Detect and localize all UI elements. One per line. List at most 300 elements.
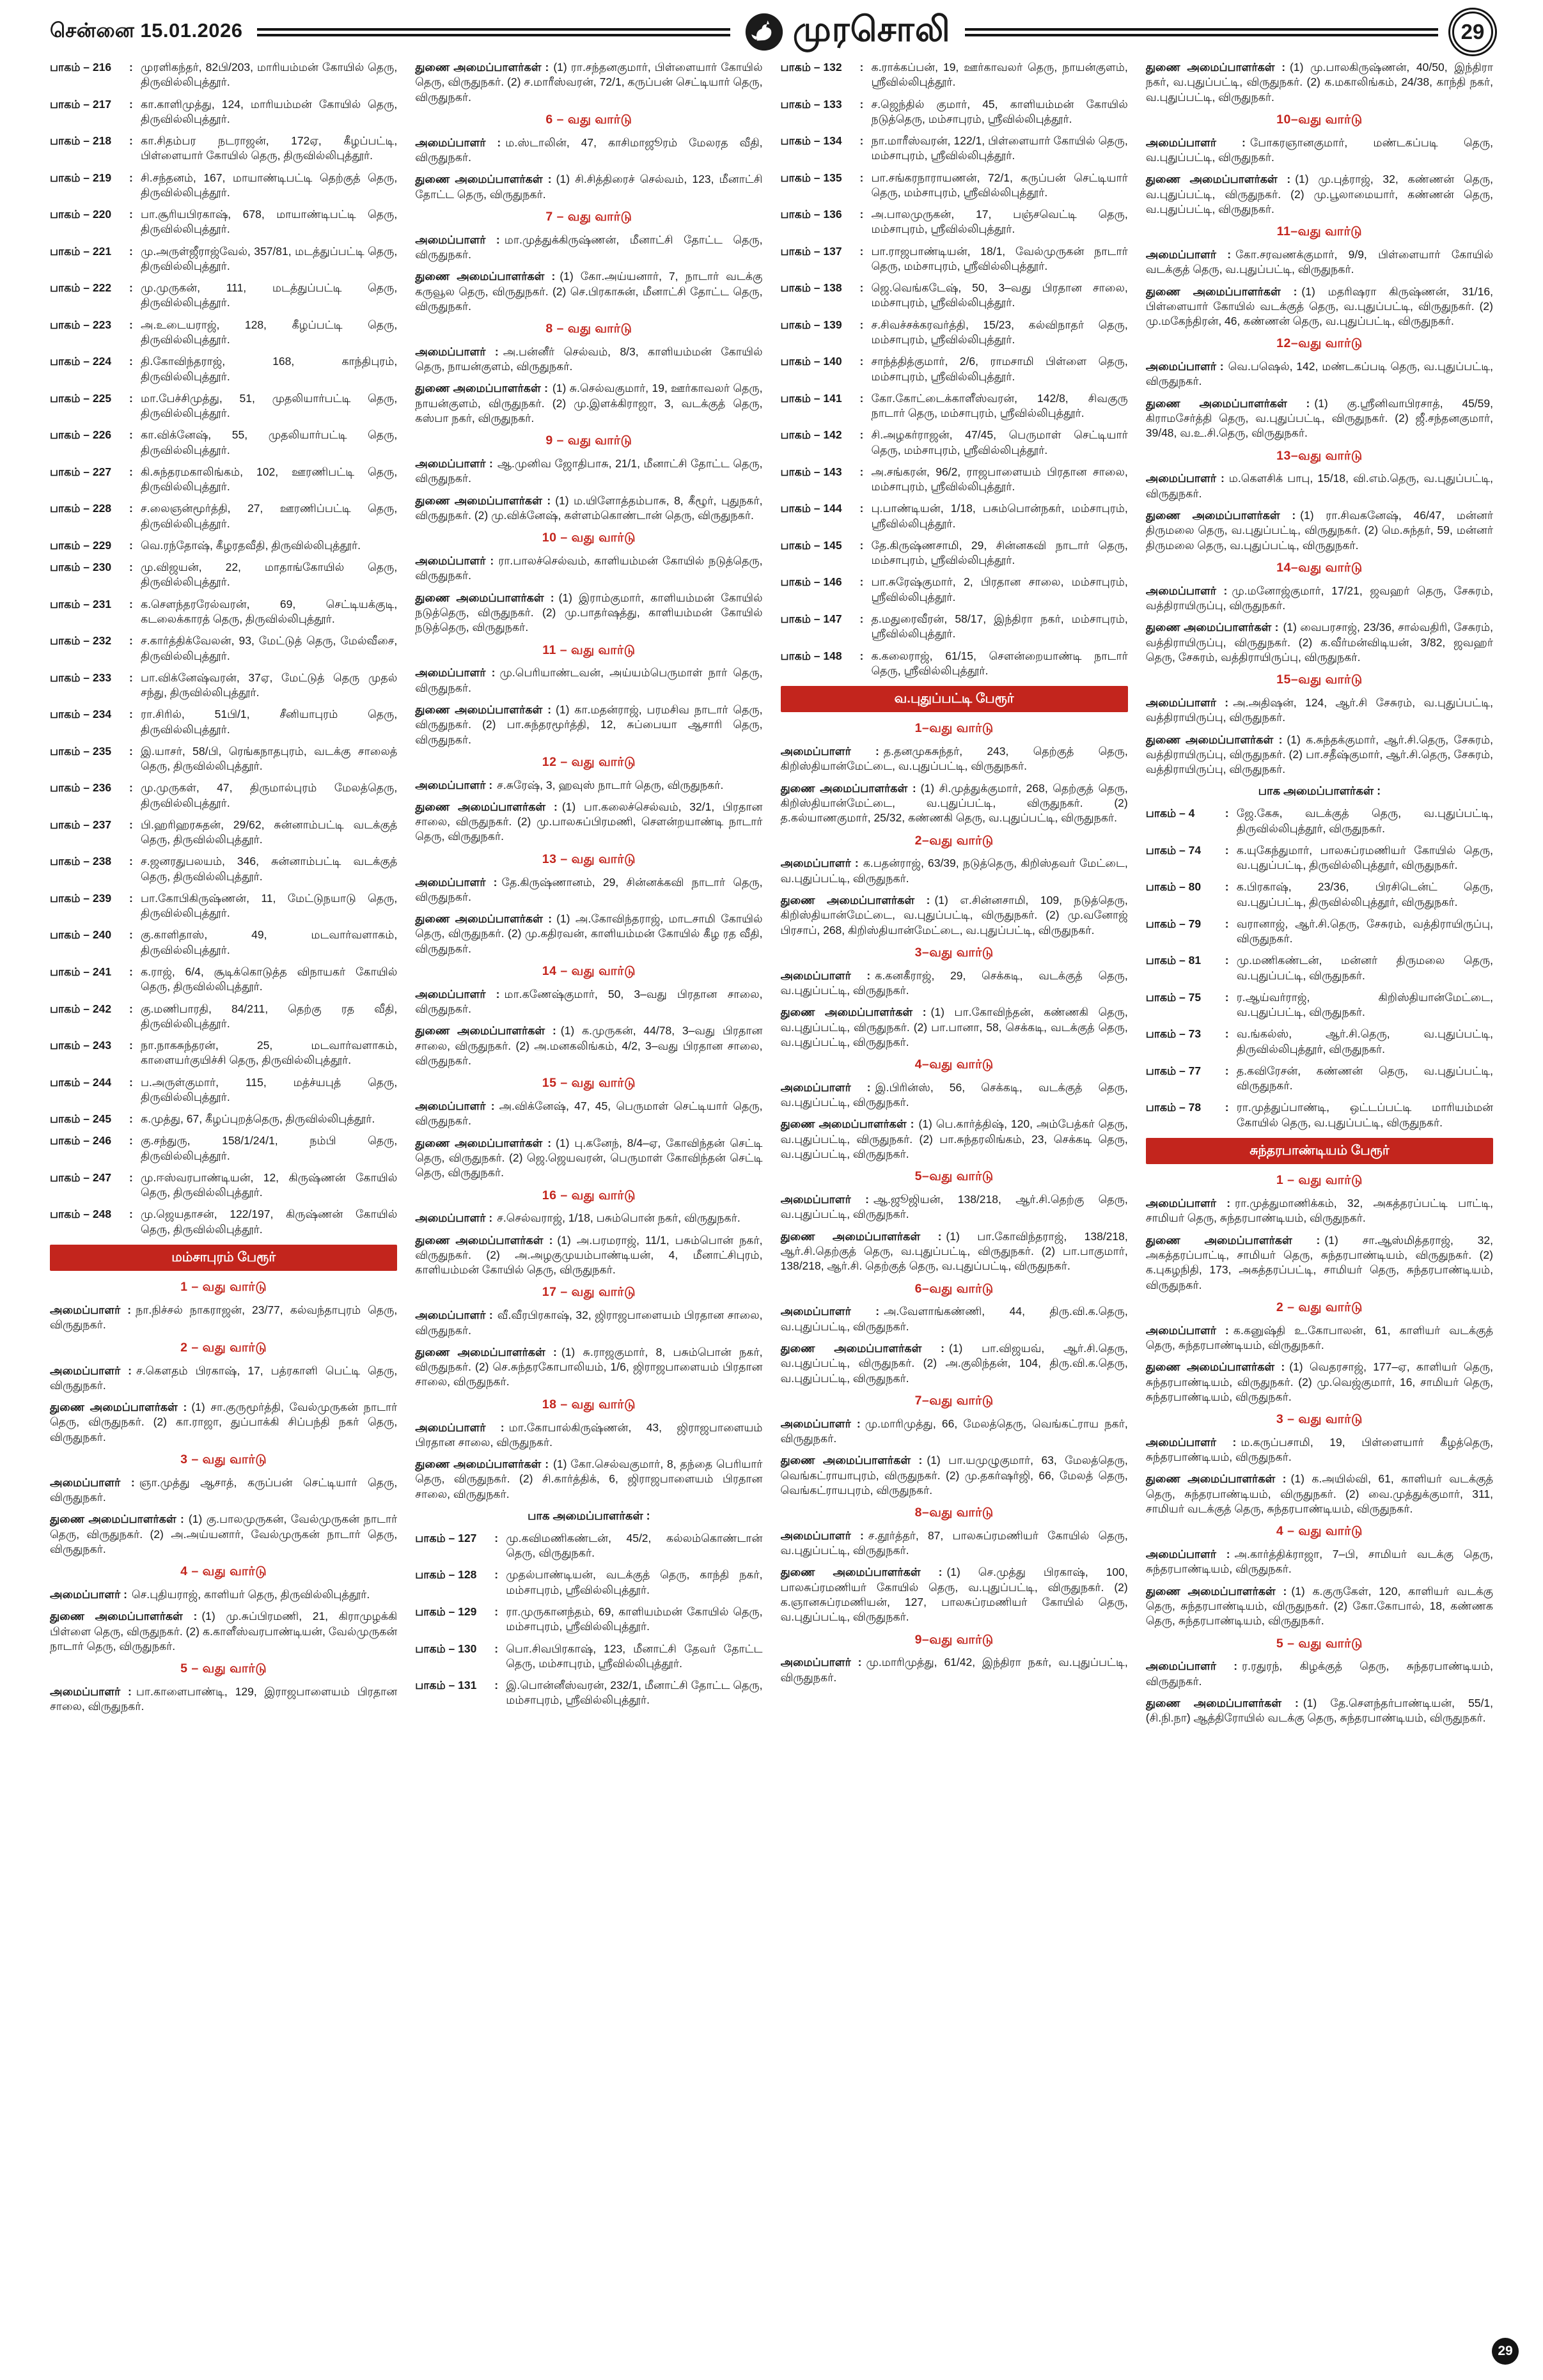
part-number: பாகம் – 129 (415, 1605, 477, 1618)
role-detail: (1) தே.சௌந்தர்பாண்டியன், 55/1, (சி.நி.நா) ஆத்திரோயில் வடக்கு தெரு, சுந்தரபாண்டியம், விருதுநகர். (1145, 1696, 1493, 1725)
part-entry (50, 744, 397, 774)
part-entry (50, 891, 397, 921)
role-detail: நா.நிச்சல் நாகராஜன், 23/77, கல்வந்தாபுரம் தெரு, விருதுநகர். (50, 1303, 398, 1332)
role-detail: (1) அ.பரமராஜ், 11/1, பசும்பொன் நகர், விருதுநகர். (2) அ.அழகுமுயம்பாண்டியன், 4, மீனாட்சிபுரம், காளியம்மன் கோயில் தெரு, விருதுநகர். (415, 1233, 763, 1277)
part-number: பாகம் – 243 (50, 1039, 112, 1052)
role-detail: (1) பா.கலைச்செல்வம், 32/1, பிரதான சாலை, விருதுநகர். (2) மு.பாலசுப்பிரமணி, சௌன்றயாண்டி நாடார் தெரு, விருதுநகர். (415, 800, 763, 843)
part-entry (781, 134, 1128, 164)
role-detail: (1) பெ.கார்த்திஷ், 120, அம்பேத்கர் தெரு, வ.புதுப்பட்டி, விருதுநகர். (2) பா.சுந்தரலிங்கம், 23, செக்கடி தெரு, வ.புதுப்பட்டி, விருதுநகர். (780, 1117, 1128, 1161)
part-address: கா.விக்னேஷ், 55, முதலியார்பட்டி தெரு, திருவில்லிபுத்தூர். (141, 428, 398, 456)
office-bearer-entry (1146, 1472, 1493, 1516)
part-entry (50, 1002, 397, 1032)
part-number: பாகம் – 80 (1145, 880, 1202, 894)
role-detail: (1) க.முருகன், 44/78, 3–வது பிரதான சாலை, விருதுநகர். (2) அ.மனகலிங்கம், 4/2, 3–வது பிரதான சாலை, விருதுநகர். (415, 1024, 763, 1067)
colon-separator: : (129, 1075, 133, 1089)
role-detail: மு.பெரியாண்டவன், அய்யம்பெருமாள் நார் தெரு, விருதுநகர். (415, 666, 763, 694)
colon-separator: : (859, 428, 864, 442)
part-address: பா.ராஜபாண்டியன், 18/1, வேல்முருகன் நாடார் தெரு, மம்சாபுரம், ஸ்ரீவில்லிபுத்தூர். (871, 244, 1128, 272)
part-number: பாகம் – 242 (50, 1002, 112, 1015)
part-address: மு.ஈஸ்வரபாண்டியன், 12, கிருஷ்ணன் கோயில் தெரு, திருவில்லிபுத்தூர். (141, 1171, 398, 1199)
office-bearer-entry (1146, 1435, 1493, 1465)
role-label: அமைப்பாளர் : (50, 1685, 132, 1699)
colon-separator: : (494, 1568, 499, 1582)
role-label: துணை அமைப்பாளர்கள் : (1145, 1696, 1299, 1709)
role-label: அமைப்பாளர் : (1145, 136, 1246, 149)
part-address: மு.அருள்ஜீராஜ்வேல், 357/81, மடத்துப்பட்டி தெரு, திருவில்லிபுத்தூர். (141, 244, 398, 272)
office-bearer-entry (415, 1136, 762, 1181)
ward-header: 9–வது வார்டு (914, 1632, 994, 1647)
office-bearer-entry (1146, 584, 1493, 614)
office-bearer-entry (781, 856, 1128, 886)
part-entry (50, 281, 397, 311)
part-number: பாகம் – 128 (415, 1568, 477, 1582)
part-entry (50, 60, 397, 90)
colon-separator: : (129, 465, 133, 478)
part-number: பாகம் – 133 (780, 97, 842, 111)
part-number: பாகம் – 222 (50, 281, 112, 295)
role-detail: (1) கோ.அய்யனார், 7, நாடார் வடக்கு கருவூல தெரு, விருதுநகர். (2) செ.பிரகாசுன், மீனாட்சி தோட்ட தெரு, விருதுநகர். (415, 270, 763, 313)
role-label: துணை அமைப்பாளர்கள் : (415, 173, 552, 186)
part-entry (1146, 1100, 1493, 1130)
colon-separator: : (1225, 990, 1229, 1004)
role-label: துணை அமைப்பாளர்கள் : (1145, 1360, 1285, 1374)
part-address: கா.காளிமுத்து, 124, மாரியம்மன் கோயில் தெரு, திருவில்லிபுத்தூர். (141, 97, 398, 125)
part-number: பாகம் – 131 (415, 1679, 477, 1692)
office-bearer-entry (50, 1684, 397, 1715)
part-address: ஜெ.வெங்கடேஷ், 50, 3–வது பிரதான சாலை, மம்சாபுரம், ஸ்ரீவில்லிபுத்தூர். (871, 281, 1128, 309)
ward-header: 5 – வது வார்டு (180, 1661, 267, 1676)
part-entry (781, 244, 1128, 274)
role-detail: (1) சு.ராஜகுமார், 8, பசும்பொன் நகர், விருதுநகர். (2) செ.சுந்தரகோபாலியம், 1/6, ஜிராஜபாளையம் பிரதான சாலை, விருதுநகர். (415, 1345, 763, 1388)
part-number: பாகம் – 235 (50, 744, 112, 758)
part-address: பா.சுரேஷ்குமார், 2, பிரதான சாலை, மம்சாபுரம், ஸ்ரீவில்லிபுத்தூர். (871, 575, 1128, 603)
colon-separator: : (129, 1171, 133, 1184)
colon-separator: : (129, 1002, 133, 1015)
part-address: மு.விஜயன், 22, மாதாங்கோயில் தெரு, திருவில்லிபுத்தூர். (141, 561, 398, 589)
role-detail: (1) எ.சின்னசாமி, 109, நடுத்தெரு, கிறிஸ்தியான்மேட்டை, வ.புதுப்பட்டி, விருதுநகர். (2) மு.வனோஜ் பிரசாப், 268, கிறிஸ்தியான்மேட்டை, வ.புதுப்பட்டி, விருதுநகர். (780, 893, 1128, 937)
part-entry (781, 171, 1128, 201)
part-entry (1146, 880, 1493, 910)
colon-separator: : (129, 355, 133, 368)
part-number: பாகம் – 234 (50, 708, 112, 721)
column-2 (415, 60, 762, 1715)
colon-separator: : (494, 1605, 499, 1618)
role-label: அமைப்பாளர் : (415, 345, 499, 358)
part-address: தி.கோவிந்தராஜ், 168, காந்திபுரம், திருவில்லிபுத்தூர். (141, 355, 398, 383)
office-bearer-entry (781, 1417, 1128, 1447)
part-entry (50, 501, 397, 531)
office-bearer-entry (1146, 284, 1493, 329)
role-label: அமைப்பாளர் : (1145, 360, 1224, 373)
office-bearer-entry (415, 1420, 762, 1451)
role-detail: அ.அதிஷன், 124, ஆர்.சி சேசுரம், வ.புதுப்பட்டி, வத்திராயிருப்பு, விருதுநகர். (1145, 696, 1493, 724)
role-label: அமைப்பாளர் : (415, 457, 493, 471)
role-label: அமைப்பாளர் : (415, 136, 501, 149)
part-entry (781, 354, 1128, 384)
part-address: கு.சந்துரு, 158/1/24/1, நம்பி தெரு, திருவில்லிபுத்தூர். (141, 1134, 398, 1162)
part-address: ரா.முத்துப்பாண்டி, ஒட்டப்பட்டி மாரியம்மன் கோயில் தெரு, வ.புதுப்பட்டி, விருதுநகர். (1236, 1101, 1493, 1129)
role-detail: க.கனுஷ்தி உ.கோபாலன், 61, காளியர் வடக்குத் தெரு, சுந்தரபாண்டியம், விருதுநகர். (1145, 1323, 1493, 1351)
role-detail: மா.கோபால்கிருஷ்ணன், 43, ஜிராஜபாளையம் பிரதான சாலை, விருதுநகர். (415, 1420, 763, 1449)
role-detail: (1) பா.யமுழுகுமார், 63, மேலத்தெரு, வெங்கட்ராயாபுரம், விருதுநகர். (2) மு.தகர்ஷர்ஜி, 66, மேலத் தெரு, வெங்கட்ராயபுரம், விருதுநகர். (780, 1454, 1128, 1497)
role-label: துணை அமைப்பாளர்கள் : (1145, 509, 1296, 522)
part-address: மு.மணிகண்டன், மன்னர் திருமலை தெரு, வ.புதுப்பட்டி, விருதுநகர். (1236, 954, 1493, 982)
part-entry (781, 575, 1128, 605)
part-number: பாகம் – 73 (1145, 1027, 1202, 1041)
ward-header: 18 – வது வார்டு (542, 1397, 636, 1412)
office-bearer-entry (1146, 1584, 1493, 1629)
role-detail: அ.பன்னீர் செல்வம், 8/3, காளியம்மன் கோயில் தெரு, நாயன்குளம், விருதுநகர். (415, 345, 763, 373)
role-detail: (1) பு.கனேந், 8/4–ஏ, கோவிந்தன் செட்டி தெரு, விருதுநகர். (2) ஜெ.ஜெயவரன், பெருமாள் கோவிந்தன் செட்டி தெரு, விருதுநகர். (415, 1136, 763, 1179)
colon-separator: : (1225, 843, 1229, 857)
ward-header: 3 – வது வார்டு (180, 1452, 267, 1466)
office-bearer-entry (781, 781, 1128, 826)
part-address: க.முத்து, 67, கீழப்புறத்தெரு, திருவில்லிபுத்தூர். (141, 1112, 375, 1126)
colon-separator: : (129, 891, 133, 905)
role-label: துணை அமைப்பாளர்கள் : (415, 703, 552, 716)
role-detail: (1) செ.முத்து பிரகாஷ், 100, பாலசுப்ரமணியர் கோயில் தெரு, வ.புதுப்பட்டி, விருதுநகர். (2) க.ஞானசுப்ரமணியன், 127, பாலசுப்ரமணியர் கோயில் தெரு, வ.புதுப்பட்டி, விருதுநகர். (780, 1566, 1128, 1624)
role-detail: (1) ரா.சந்தனகுமார், பிள்ளையார் கோயில் தெரு, விருதுநகர். (2) ச.மாரீஸ்வரன், 72/1, கருப்பன் செட்டியார் தெரு, விருதுநகர். (415, 61, 763, 104)
role-detail: ம.ஸ்டாலின், 47, காசிமாஜூரம் மேலரத வீதி, விருதுநகர். (415, 136, 763, 164)
part-entry (781, 649, 1128, 679)
colon-separator: : (859, 575, 864, 589)
colon-separator: : (859, 612, 864, 625)
part-number: பாகம் – 244 (50, 1075, 112, 1089)
role-label: துணை அமைப்பாளர்கள் : (415, 494, 551, 507)
part-entry (781, 318, 1128, 348)
role-label: துணை அமைப்பாளர்கள் : (780, 781, 916, 795)
role-label: அமைப்பாளர் : (50, 1475, 135, 1489)
colon-separator: : (859, 244, 864, 258)
subsection-heading: பாக அமைப்பாளர்கள் : (528, 1509, 650, 1522)
part-number: பாகம் – 79 (1145, 917, 1202, 930)
part-entry (50, 318, 397, 348)
colon-separator: : (129, 928, 133, 942)
part-entry (50, 560, 397, 590)
office-bearer-entry (781, 893, 1128, 938)
role-label: அமைப்பாளர் : (415, 1211, 493, 1225)
part-address: ச.கார்த்திக்வேலன், 93, மேட்டுத் தெரு, மேல்வீசை, திருவில்லிபுத்தூர். (141, 634, 398, 662)
role-label: துணை அமைப்பாளர்கள் : (1145, 1472, 1287, 1486)
colon-separator: : (129, 244, 133, 258)
role-label: அமைப்பாளர் : (50, 1303, 132, 1317)
role-detail: மா.கணேஷ்குமார், 50, 3–வது பிரதான சாலை, விருதுநகர். (415, 987, 763, 1016)
role-label: துணை அமைப்பாளர்கள் : (415, 270, 556, 283)
role-label: அமைப்பாளர் : (415, 233, 500, 246)
role-detail: (1) கு.ஸ்ரீனிவாபிரசாத், 45/59, கிராமசேர்த்தி தெரு, வ.புதுப்பட்டி, விருதுநகர். (2) ஜீ.சந்தனகுமார், 39/48, வ.உ.சி.தெரு, விருதுநகர். (1145, 396, 1493, 440)
office-bearer-entry (1146, 620, 1493, 665)
part-number: பாகம் – 221 (50, 244, 112, 258)
role-detail: வீ.வீரபிரகாஷ், 32, ஜிராஜபாளையம் பிரதான சாலை, விருதுநகர். (415, 1309, 763, 1337)
part-address: க.கலைராஜ், 61/15, சௌன்றையாண்டி நாடார் தெரு, ஸ்ரீவில்லிபுத்தூர். (871, 649, 1128, 677)
colon-separator: : (1225, 1064, 1229, 1077)
part-address: சாந்த்தித்குமார், 2/6, ராமசாமி பிள்ளை தெரு, மம்சாபுரம், ஸ்ரீவில்லிபுத்தூர். (871, 355, 1128, 383)
role-detail: (1) சா.ஆஸ்மித்தராஜ், 32, அகத்தரப்பாட்டி, சாமியர் தெரு, சுந்தரபாண்டியம், விருதுநகர். (2) க.புகழநிதி, 173, அகத்தரப்பட்டி, சாமியர் தெரு, சுந்தரபாண்டியம், விருதுநகர். (1145, 1233, 1493, 1291)
office-bearer-entry (50, 1609, 397, 1654)
role-label: துணை அமைப்பாளர்கள் : (1145, 1584, 1287, 1598)
part-entry (781, 97, 1128, 127)
part-address: பி.ஹரிஹரசுதன், 29/62, சுன்னாம்பட்டி வடக்குத் தெரு, திருவில்லிபுத்தூர். (141, 818, 398, 846)
part-address: நா.மாரீஸ்வரன், 122/1, பிள்ளையார் கோயில் தெரு, மம்சாபுரம், ஸ்ரீவில்லிபுத்தூர். (871, 134, 1128, 162)
role-detail: (1) சி.முத்துக்குமார், 268, தெற்குத் தெரு, கிறிஸ்தியான்மேட்டை, வ.புதுப்பட்டி, விருதுநகர். (2) த.கல்யாணகுமார், 25/32, கண்ணகி தெரு, வ.புதுப்பட்டி, விருதுநகர். (780, 781, 1128, 825)
part-number: பாகம் – 75 (1145, 990, 1202, 1004)
colon-separator: : (129, 708, 133, 721)
role-detail: போகரஞானகுமார், மண்டகப்படி தெரு, வ.புதுப்பட்டி, விருதுநகர். (1145, 136, 1493, 164)
part-address: வரானாஜ், ஆர்.சி.தெரு, சேசுரம், வத்திராயிருப்பு, விருதுநகர். (1236, 917, 1493, 945)
part-address: பா.சங்கரநாராயணன், 72/1, கருப்பன் செட்டியார் தெரு, மம்சாபுரம், ஸ்ரீவில்லிபுத்தூர். (871, 171, 1128, 199)
role-label: துணை அமைப்பாளர்கள் : (415, 800, 558, 813)
part-entry (1146, 843, 1493, 873)
office-bearer-entry (1146, 396, 1493, 441)
colon-separator: : (859, 281, 864, 295)
role-detail: ச.கௌதம் பிரகாஷ், 17, பத்ரகாளி பெட்டி தெரு, விருதுநகர். (50, 1364, 398, 1392)
part-address: இ.பொன்னீஸ்வரன், 232/1, மீனாட்சி தோட்ட தெரு, மம்சாபுரம், ஸ்ரீவில்லிபுத்தூர். (506, 1679, 763, 1707)
ward-header: 15 – வது வார்டு (542, 1076, 636, 1091)
role-detail: (1) க.சுந்தக்குமார், ஆர்.சி.தெரு, சேசுரம், வத்திராயிருப்பு, விருதுநகர். (2) பா.சதீஷ்குமார், ஆர்.சி.தெரு, சேசுரம், வத்திராயிருப்பு, விருதுநகர். (1145, 733, 1493, 776)
colon-separator: : (129, 634, 133, 648)
office-bearer-entry (781, 744, 1128, 774)
masthead-rule-left (257, 28, 730, 36)
colon-separator: : (129, 597, 133, 611)
role-label: துணை அமைப்பாளர்கள் : (780, 1229, 942, 1243)
role-detail: ரா.பாலச்செல்வம், காளியம்மன் கோயில் நடுத்தெரு, விருதுநகர். (415, 554, 763, 582)
colon-separator: : (859, 208, 864, 221)
ward-header: 14 – வது வார்டு (542, 964, 636, 978)
part-number: பாகம் – 146 (780, 575, 842, 589)
part-entry (781, 428, 1128, 458)
role-detail: ச.தூர்த்தர், 87, பாலசுப்ரமணியர் கோயில் தெரு, வ.புதுப்பட்டி, விருதுநகர். (780, 1528, 1128, 1557)
part-address: பா.சூரியபிரகாஷ், 678, மாயாண்டிபட்டி தெரு, திருவில்லிபுத்தூர். (141, 208, 398, 236)
part-number: பாகம் – 236 (50, 781, 112, 795)
role-detail: (1) க.அயில்வி, 61, காளியர் வடக்குத் தெரு, சுந்தரபாண்டியம், விருதுநகர். (2) வை.முத்துக்குமார், 311, சாமியர் வடக்குத் தெரு, சுந்தரபாண்டியம், விருதுநகர். (1145, 1472, 1493, 1516)
ward-header: 6 – வது வார்டு (545, 112, 632, 127)
ward-header: 1–வது வார்டு (914, 721, 994, 736)
part-number: பாகம் – 81 (1145, 954, 1202, 967)
role-label: துணை அமைப்பாளர்கள் : (780, 1117, 914, 1131)
office-bearer-entry (50, 1475, 397, 1505)
role-detail: பா.காளைபாண்டி, 129, இராஜபாளையம் பிரதான சாலை, விருதுநகர். (50, 1685, 398, 1713)
role-label: அமைப்பாளர் : (1145, 1660, 1238, 1673)
role-detail: அ.கார்த்திக்ராஜா, 7–பி, சாமியர் வடக்கு தெரு, சுந்தரபாண்டியம், விருதுநகர். (1145, 1548, 1493, 1576)
office-bearer-entry (50, 1512, 397, 1557)
part-entry (415, 1678, 762, 1708)
ward-header: 5–வது வார்டு (914, 1169, 994, 1184)
part-entry (415, 1531, 762, 1561)
colon-separator: : (129, 1134, 133, 1147)
colon-separator: : (1225, 1101, 1229, 1114)
role-label: துணை அமைப்பாளர்கள் : (1145, 1233, 1320, 1247)
office-bearer-entry (415, 800, 762, 844)
colon-separator: : (129, 171, 133, 184)
role-label: துணை அமைப்பாளர்கள் : (50, 1513, 184, 1526)
office-bearer-entry (50, 1303, 397, 1333)
part-address: சி.சந்தனம், 167, மாயாண்டிபட்டி தெற்குத் தெரு, திருவில்லிபுத்தூர். (141, 171, 398, 199)
colon-separator: : (129, 1039, 133, 1052)
role-label: அமைப்பாளர் : (780, 1080, 871, 1094)
office-bearer-entry (415, 987, 762, 1017)
office-bearer-entry (781, 1341, 1128, 1386)
office-bearer-entry (415, 136, 762, 166)
role-detail: த.தனமுகசுந்தர், 243, தெற்குத் தெரு, கிறிஸ்தியான்மேட்டை, வ.புதுப்பட்டி, விருதுநகர். (780, 745, 1128, 773)
office-bearer-entry (1146, 60, 1493, 105)
office-bearer-entry (781, 1005, 1128, 1050)
ward-header: 8–வது வார்டு (914, 1505, 994, 1520)
office-bearer-entry (415, 778, 762, 793)
part-number: பாகம் – 78 (1145, 1101, 1202, 1114)
part-entry (415, 1642, 762, 1672)
role-detail: (1) சு.செல்வகுமார், 19, ஊர்காவலர் தெரு, நாயன்குளம், விருதுநகர். (2) மு.இளக்கிராஜா, 3, வடக்குத் தெரு, கஸ்பா நகர், விருதுநகர். (415, 382, 763, 425)
part-number: பாகம் – 246 (50, 1134, 112, 1147)
colon-separator: : (859, 134, 864, 148)
part-address: க.ராக்கப்பன், 19, ஊர்காவலர் தெரு, நாயன்குளம், ஸ்ரீவில்லிபுத்தூர். (871, 61, 1128, 89)
ward-header: 12–வது வார்டு (1276, 336, 1363, 351)
masthead-title: முரசொலி (792, 10, 951, 49)
part-address: ஜே.கேசு, வடக்குத் தெரு, வ.புதுப்பட்டி, திருவில்லிபுத்தூர், விருதுநகர். (1236, 807, 1493, 835)
office-bearer-entry (415, 665, 762, 696)
part-address: பொ.சிவபிரகாஷ், 123, மீனாட்சி தேவர் தோட்ட தெரு, மம்சாபுரம், ஸ்ரீவில்லிபுத்தூர். (506, 1642, 763, 1670)
part-entry (50, 171, 397, 201)
office-bearer-entry (50, 1400, 397, 1445)
subsection-heading: பாக அமைப்பாளர்கள் : (1258, 784, 1381, 798)
part-number: பாகம் – 74 (1145, 843, 1202, 857)
role-detail: (1) சி.சித்திரைச் செல்வம், 123, மீனாட்சி தோட்ட தெரு, விருதுநகர். (415, 173, 763, 201)
ward-header: 8 – வது வார்டு (545, 322, 632, 336)
office-bearer-entry (415, 381, 762, 426)
part-entry (50, 207, 397, 237)
part-number: பாகம் – 141 (780, 391, 842, 405)
ward-header: 16 – வது வார்டு (542, 1188, 636, 1202)
role-detail: (1) அ.கோவிந்தராஜ், மாடசாமி கோயில் தெரு, விருதுநகர். (2) மு.கதிரவன், காளியம்மன் கோயில் கீழ ரத வீதி, விருதுநகர். (415, 912, 763, 955)
role-label: துணை அமைப்பாளர்கள் : (780, 1341, 944, 1355)
colon-separator: : (129, 855, 133, 868)
office-bearer-entry (781, 1304, 1128, 1334)
ward-header: 10 – வது வார்டு (542, 531, 636, 545)
role-label: அமைப்பாளர் : (1145, 1323, 1229, 1337)
part-address: முரளிகந்தர், 82பி/203, மாரியம்மன் கோயில் தெரு, திருவில்லிபுத்தூர். (141, 61, 398, 89)
role-label: அமைப்பாளர் : (780, 968, 871, 982)
ward-header: 10–வது வார்டு (1276, 112, 1363, 127)
role-detail: (1) கு.பாலமுருகன், வேல்முருகன் நாடார் தெரு, விருதுநகர். (2) அ.அய்யனார், வேல்முருகன் நாடார் தெரு, விருதுநகர். (50, 1513, 398, 1555)
part-entry (50, 965, 397, 995)
role-label: அமைப்பாளர் : (415, 1100, 495, 1113)
role-detail: கோ.சரவணக்குமார், 9/9, பிள்ளையார் கோயில் வடக்குத் தெரு, வ.புதுப்பட்டி, விருதுநகர். (1145, 247, 1493, 276)
part-number: பாகம் – 138 (780, 281, 842, 295)
part-number: பாகம் – 238 (50, 855, 112, 868)
part-address: முதல்பாண்டியன், வடக்குத் தெரு, காந்தி நகர், மம்சாபுரம், ஸ்ரீவில்லிபுத்தூர். (506, 1568, 763, 1596)
role-detail: ர.ரதுரந், கிழக்குத் தெரு, சுந்தரபாண்டியம், விருதுநகர். (1145, 1660, 1493, 1688)
role-detail: (1) வைபரசாஜ், 23/36, சால்வதிரி, சேசுரம், வத்திராயிருப்பு, விருதுநகர். (2) க.வீர்மன்விடியன், 3/82, ஜவஹர் தெரு, சேசுரம், வத்திராயிருப்பு, விருதுநகர். (1145, 621, 1493, 664)
part-entry (50, 244, 397, 274)
role-label: அமைப்பாளர் : (780, 1528, 864, 1542)
ward-header: 3–வது வார்டு (914, 945, 994, 960)
office-bearer-entry (1146, 359, 1493, 389)
office-bearer-entry (781, 1080, 1128, 1110)
role-detail: (1) பா.விஜயவ், ஆர்.சி.தெரு, வ.புதுப்பட்டி, விருதுநகர். (2) அ.குலிந்தன், 104, திரு.வி.க.தெரு, வ.புதுப்பட்டி, விருதுநகர். (780, 1341, 1128, 1385)
part-entry (781, 207, 1128, 237)
part-address: சி.அழகர்ராஜன், 47/45, பெருமாள் செட்டியார் தெரு, மம்சாபுரம், ஸ்ரீவில்லிபுத்தூர். (871, 428, 1128, 456)
part-entry (1146, 1064, 1493, 1094)
office-bearer-entry (1146, 1196, 1493, 1226)
ward-header: 7 – வது வார்டு (545, 209, 632, 224)
colon-separator: : (1225, 954, 1229, 967)
part-address: மு.முருகன், 111, மடத்துப்பட்டி தெரு, திருவில்லிபுத்தூர். (141, 281, 398, 309)
role-detail: க.பதன்ராஜ், 63/39, நடுத்தெரு, கிறிஸ்தவர் மேட்டை, வ.புதுப்பட்டி, விருதுநகர். (780, 857, 1128, 885)
role-detail: க.கனகீராஜ், 29, செக்கடி, வடக்குத் தெரு, வ.புதுப்பட்டி, விருதுநகர். (780, 968, 1128, 997)
office-bearer-entry (781, 1565, 1128, 1624)
role-label: துணை அமைப்பாளர்கள் : (415, 1458, 549, 1471)
office-bearer-entry (781, 968, 1128, 999)
part-number: பாகம் – 226 (50, 428, 112, 442)
town-section-header: மம்சாபுரம் பேரூர் (50, 1245, 397, 1271)
role-detail: இ.பிரின்ஸ், 56, செக்கடி, வடக்குத் தெரு, வ.புதுப்பட்டி, விருதுநகர். (780, 1080, 1128, 1109)
colon-separator: : (859, 391, 864, 405)
colon-separator: : (129, 428, 133, 442)
role-label: துணை அமைப்பாளர்கள் : (1145, 284, 1297, 298)
colon-separator: : (129, 538, 133, 552)
part-number: பாகம் – 230 (50, 561, 112, 574)
role-label: துணை அமைப்பாளர்கள் : (415, 1136, 552, 1149)
part-address: கோ.கோட்டைக்காளீஸ்வரன், 142/8, சிவகுரு நாடார் தெரு, மம்சாபுரம், ஸ்ரீவில்லிபுத்தூர். (871, 391, 1128, 420)
role-detail: மு.மாரிமுத்து, 66, மேலத்தெரு, வெங்கட்ராய நகர், விருதுநகர். (780, 1417, 1128, 1445)
office-bearer-entry (415, 1308, 762, 1338)
role-detail: மு.மாரிமுத்து, 61/42, இந்திரா நகர், வ.புதுப்பட்டி, விருதுநகர். (780, 1656, 1128, 1684)
part-number: பாகம் – 247 (50, 1171, 112, 1184)
part-address: வெ.ரந்தோஷ், கீழரதவீதி, திருவில்லிபுத்தூர். (141, 538, 361, 552)
role-label: அமைப்பாளர் : (415, 778, 493, 791)
role-label: துணை அமைப்பாளர்கள் : (415, 1233, 553, 1247)
part-number: பாகம் – 232 (50, 634, 112, 648)
part-number: பாகம் – 143 (780, 465, 842, 478)
colon-separator: : (1225, 880, 1229, 894)
role-label: துணை அமைப்பாளர்கள் : (415, 591, 554, 604)
part-entry (1146, 1027, 1493, 1057)
office-bearer-entry (781, 1655, 1128, 1685)
part-number: பாகம் – 220 (50, 208, 112, 221)
part-address: மு.முருகள், 47, திருமால்புரம் மேலத்தெரு, திருவில்லிபுத்தூர். (141, 781, 398, 809)
office-bearer-entry (781, 1229, 1128, 1274)
part-entry (50, 354, 397, 384)
colon-separator: : (859, 502, 864, 515)
part-entry (50, 1171, 397, 1201)
part-address: த.கவிரேசன், கண்ணன் தெரு, வ.புதுப்பட்டி, விருதுநகர். (1236, 1064, 1493, 1093)
role-label: அமைப்பாளர் : (1145, 1435, 1237, 1449)
part-entry (50, 428, 397, 458)
part-number: பாகம் – 218 (50, 134, 112, 148)
part-address: ச.சிவச்சக்கரவர்த்தி, 15/23, கல்விநாதர் தெரு, மம்சாபுரம், ஸ்ரீவில்லிபுத்தூர். (871, 318, 1128, 346)
part-entry (50, 671, 397, 701)
ward-header: 13 – வது வார்டு (542, 852, 636, 866)
office-bearer-entry (415, 269, 762, 314)
office-bearer-entry (415, 456, 762, 486)
part-number: பாகம் – 241 (50, 965, 112, 979)
part-address: இ.யாசர், 58/பி, ரெங்கநாதபுரம், வடக்கு சாலைத் தெரு, திருவில்லிபுத்தூர். (141, 744, 398, 773)
part-entry (1146, 953, 1493, 983)
part-entry (1146, 917, 1493, 947)
masthead-row (0, 0, 1543, 50)
ward-header: 11 – வது வார்டு (542, 642, 636, 657)
part-entry (50, 1207, 397, 1237)
ward-header: 4 – வது வார்டு (1276, 1524, 1363, 1539)
role-label: அமைப்பாளர் : (780, 745, 879, 758)
role-label: துணை அமைப்பாளர்கள் : (415, 382, 548, 395)
part-number: பாகம் – 223 (50, 318, 112, 331)
part-number: பாகம் – 135 (780, 171, 842, 184)
part-address: மு.கவிமணிகண்டன், 45/2, கல்லம்கொண்டான் தெரு, விருதுநகர். (506, 1531, 763, 1560)
role-label: அமைப்பாளர் : (415, 554, 494, 568)
part-address: க.சௌந்தரரேல்வரன், 69, செட்டியக்குடி, கடலைக்காரத் தெரு, திருவில்லிபுத்தூர். (141, 597, 398, 625)
ward-header: 3 – வது வார்டு (1276, 1412, 1363, 1427)
role-detail: (1) கா.மதன்ராஜ், பரமசிவ நாடார் தெரு, விருதுநகர். (2) பா.சுந்தரமூர்த்தி, 12, சுப்பையா ஆசாரி தெரு, விருதுநகர். (415, 703, 763, 746)
